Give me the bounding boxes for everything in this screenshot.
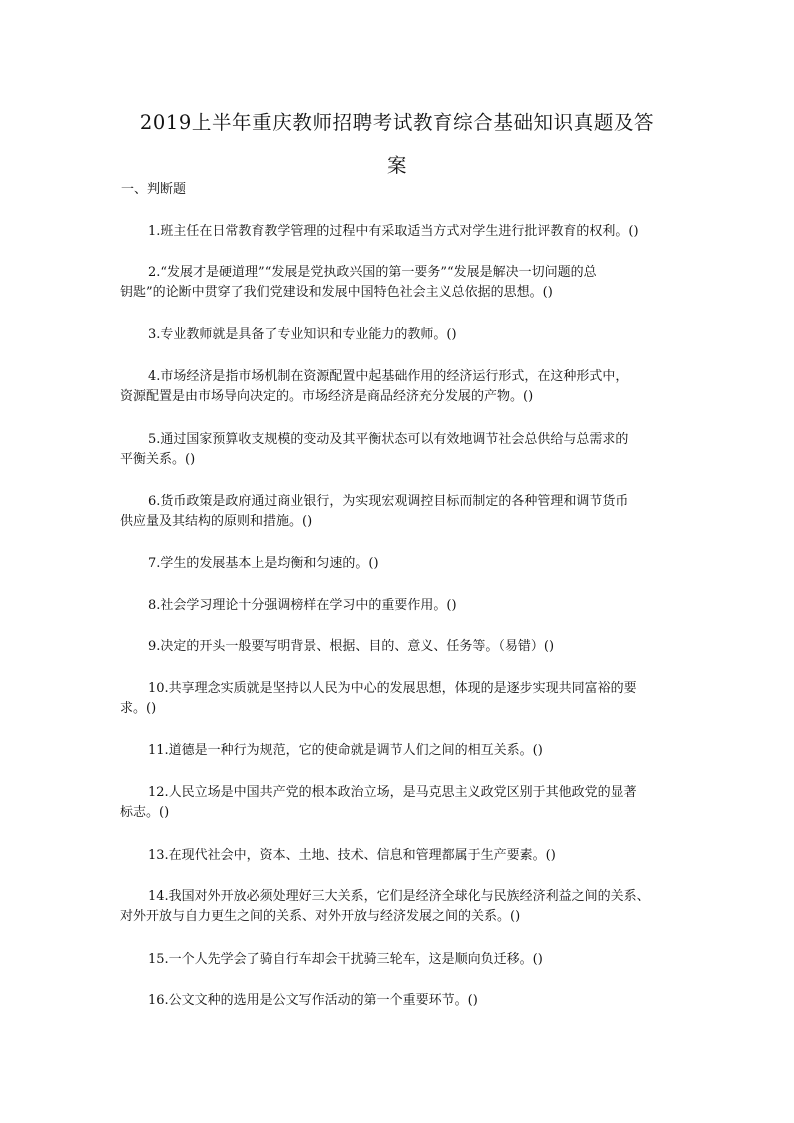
question-line: 5.通过国家预算收支规模的变动及其平衡状态可以有效地调节社会总供给与总需求的 — [148, 432, 629, 447]
question-line-continued: 供应量及其结构的原则和措施。() — [120, 514, 313, 529]
question-item — [120, 367, 686, 407]
question-item — [120, 679, 686, 719]
question-line: 4.市场经济是指市场机制在资源配置中起基础作用的经济运行形式，在这种形式中， — [148, 369, 629, 384]
question-line: 6.货币政策是政府通过商业银行，为实现宏观调控目标而制定的各种管理和调节货币 — [148, 494, 629, 509]
question-item — [120, 991, 686, 1011]
question-item — [120, 950, 686, 970]
question-line: 16.公文文种的选用是公文写作活动的第一个重要环节。() — [148, 993, 478, 1008]
question-line: 10.共享理念实质就是坚持以人民为中心的发展思想，体现的是逐步实现共同富裕的要 — [148, 681, 637, 696]
question-line-continued: 资源配置是由市场导向决定的。市场经济是商品经济充分发展的产物。() — [120, 389, 534, 404]
question-line: 1.班主任在日常教育教学管理的过程中有采取适当方式对学生进行批评教育的权利。() — [148, 224, 639, 239]
section-heading: 一、判断题 — [121, 182, 187, 197]
question-line-continued: 对外开放与自力更生之间的关系、对外开放与经济发展之间的关系。() — [120, 909, 521, 924]
question-line: 13.在现代社会中，资本、土地、技术、信息和管理都属于生产要素。() — [148, 848, 556, 863]
question-item — [120, 637, 686, 657]
question-line-continued: 求。() — [120, 701, 157, 716]
question-item — [120, 430, 686, 470]
question-item — [120, 846, 686, 866]
question-item — [120, 887, 686, 927]
question-line: 8.社会学习理论十分强调榜样在学习中的重要作用。() — [148, 598, 457, 613]
question-item — [120, 741, 686, 761]
question-item — [120, 263, 686, 303]
document-title — [112, 101, 682, 187]
question-line: 7.学生的发展基本上是均衡和匀速的。() — [148, 556, 379, 571]
question-line: 11.道德是一种行为规范，它的使命就是调节人们之间的相互关系。() — [148, 743, 543, 758]
question-item — [120, 492, 686, 532]
question-line: 2.“发展才是硬道理”“发展是党执政兴国的第一要务”“发展是解决一切问题的总 — [148, 265, 597, 280]
question-line: 3.专业教师就是具备了专业知识和专业能力的教师。() — [148, 327, 457, 342]
question-item — [120, 554, 686, 574]
question-line-continued: 标志。() — [120, 805, 170, 820]
question-line: 9.决定的开头一般要写明背景、根据、目的、意义、任务等。（易错）() — [148, 639, 555, 654]
question-item — [120, 783, 686, 823]
question-line-continued: 平衡关系。() — [120, 452, 196, 467]
question-item — [120, 325, 686, 345]
title-line-1: 2019上半年重庆教师招聘考试教育综合基础知识真题及答 — [139, 111, 655, 134]
question-line: 15.一个人先学会了骑自行车却会干扰骑三轮车，这是顺向负迁移。() — [148, 952, 543, 967]
title-line-2: 案 — [386, 154, 408, 177]
question-item — [120, 596, 686, 616]
question-item — [120, 222, 686, 242]
question-line-continued: 钥匙”的论断中贯穿了我们党建设和发展中国特色社会主义总依据的思想。() — [120, 285, 553, 300]
question-line: 14.我国对外开放必须处理好三大关系，它们是经济全球化与民族经济利益之间的关系、 — [148, 889, 650, 904]
question-line: 12.人民立场是中国共产党的根本政治立场，是马克思主义政党区别于其他政党的显著 — [148, 785, 637, 800]
